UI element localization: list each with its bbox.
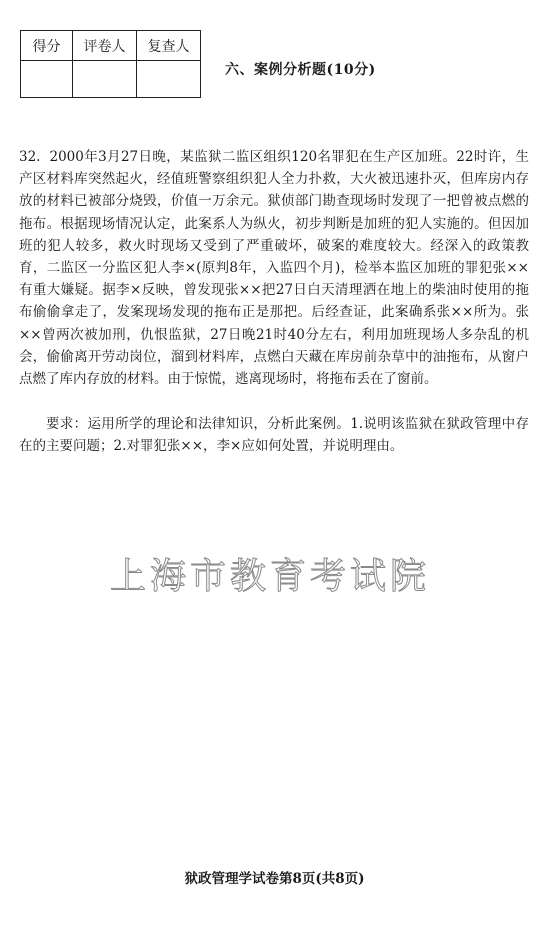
- reviewer-entry-cell: [137, 61, 201, 98]
- question-text: 2000年3月27日晚，某监狱二监区组织120名罪犯在生产区加班。22时许，生产区材料库突然起火，经值班警察组织犯人全力扑救，大火被迅速扑灭，但库房内存放的材料已被部分烧毁，价值一万余元。狱侦部门勘查现场时发现了一把曾被点燃的拖布。根据现场情况认定，此案系人为纵火，初步判断是加班的犯人实施的。但因加班的犯人较多，救火时现场又受到了严重破坏，破案的难度较大。经深入的政策教育，二监区一分监区犯人李×(原判8年，入监四个月)，检举本监区加班的罪犯张××有重大嫌疑。据李×反映，曾发现张××把27日白天清理洒在地上的柴油时使用的拖布偷偷拿走了，发案现场发现的拖布正是那把。后经查证，此案确系张××所为。张××曾两次被加刑，仇恨监狱，27日晚21时40分左右，利用加班现场人多杂乱的机会，偷偷离开劳动岗位，溜到材料库，点燃白天藏在库房前杂草中的油拖布，从窗户点燃了库内存放的材料。由于惊慌，逃离现场时，将拖布丢在了窗前。: [19, 149, 529, 388]
- score-header-cell: 得分: [21, 31, 73, 61]
- question-requirement: 要求：运用所学的理论和法律知识，分析此案例。1.说明该监狱在狱政管理中存在的主要问题；2.对罪犯张××，李×应如何处置，并说明理由。: [19, 416, 529, 455]
- case-question: [19, 146, 529, 390]
- question-number: 32.: [19, 149, 41, 165]
- score-entry-cell: [21, 61, 73, 98]
- score-table-header-row: [21, 31, 201, 61]
- page-footer: 狱政管理学试卷第8页(共8页): [184, 871, 365, 887]
- score-table: [20, 30, 201, 98]
- section-title: 六、案例分析题(10分): [225, 62, 376, 78]
- watermark: 上海市教育考试院: [110, 556, 431, 597]
- reviewer-header-cell: 复查人: [137, 31, 201, 61]
- score-table-entry-row: [21, 61, 201, 98]
- grader-entry-cell: [73, 61, 137, 98]
- grader-header-cell: 评卷人: [73, 31, 137, 61]
